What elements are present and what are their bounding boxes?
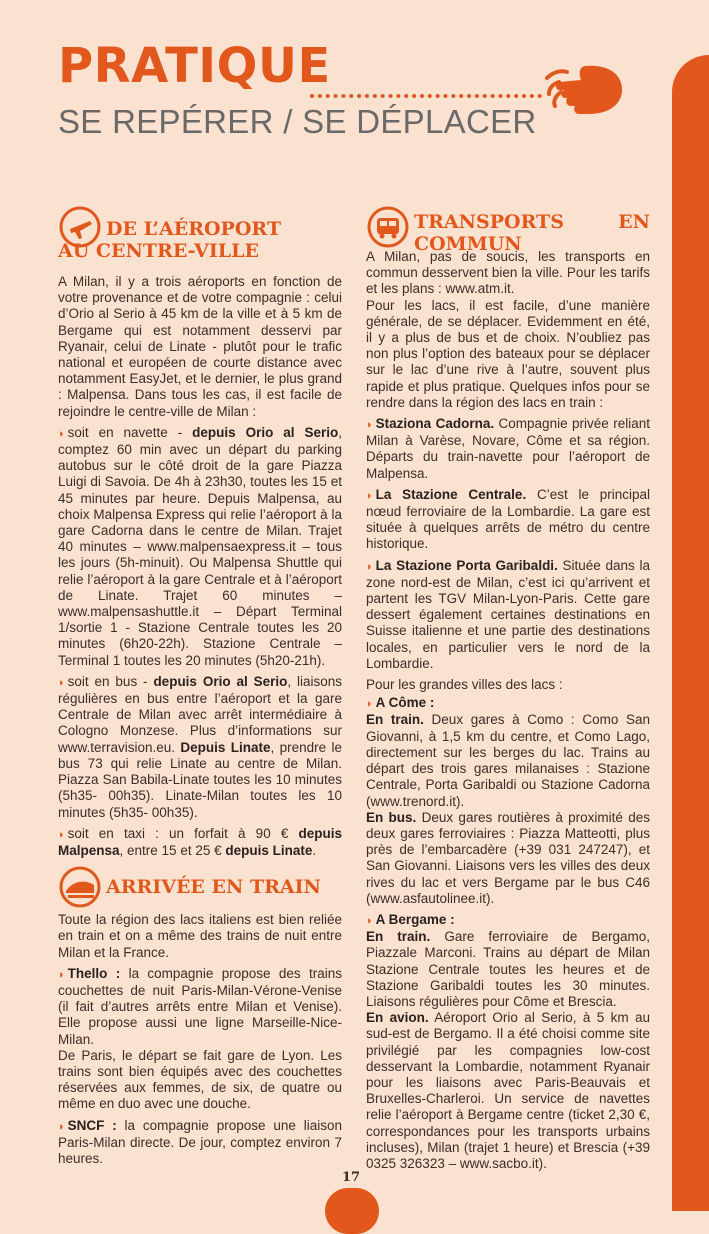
- page-subtitle: SE REPÉRER / SE DÉPLACER: [58, 103, 537, 140]
- centrale-paragraph: ◗ La Stazione Centrale. C’est le principal nœud ferroviaire de la Lombardie. La gare est située à quelques arrêts de métro du centre historique.: [366, 486, 650, 552]
- transport-section-header: [366, 205, 650, 255]
- page-number-tab: [325, 1188, 379, 1234]
- airport-title-line1: DE L’AÉROPORT: [106, 218, 281, 240]
- airport-title-line2: AU CENTRE-VILLE: [58, 240, 259, 262]
- cities-intro: Pour les grandes villes des lacs :: [366, 677, 563, 693]
- cadorna-paragraph: ◗ Staziona Cadorna. Compagnie privée reliant Milan à Varèse, Novare, Côme et sa région. Départs du train-navette pour l’aéroport de Malpensa.: [366, 416, 650, 481]
- hand-pointing-icon: [545, 58, 625, 120]
- side-tab: [672, 55, 709, 1211]
- train-section-header: [58, 865, 342, 909]
- airport-shuttle-paragraph: ◗ soit en navette - depuis Orio al Serio, comptez 60 min avec un départ du parking autobus sur le côté droit de la gare Piazza Luigi di Savoia. De 4h à 23h30, toutes les 15 et 45 minutes par heure. Depuis Malpensa, au choix Malpensa Express qui relie l’aéroport à la gare Cadorna dans le centre de Milan. Trajet 40 minutes – www.malpensaexpress.it – tous les jours (5h-minuit). Ou Malpensa Shuttle qui relie l’aéroport à la gare Centrale et à l’aéroport de Linate. Trajet 60 minutes – www.malpensashuttle.it – Départ Terminal 1/sortie 1 - Stazione Centrale toutes les 20 minutes (6h20-22h). Stazione Centrale – Terminal 1 toutes les 20 minutes (5h20-21h).: [58, 424, 342, 668]
- train-title: ARRIVÉE EN TRAIN: [106, 876, 321, 899]
- bergame-heading: ◗ A Bergame :: [366, 911, 455, 927]
- bullet-icon: ◗: [366, 489, 373, 502]
- page-number: 17: [341, 1170, 361, 1185]
- come-train-paragraph: En train. Deux gares à Como : Como San Giovanni, à 1,5 km du centre, et Como Lago, directement sur les berges du lac. Trains au départ des trois gares milanaises : Stazione Centrale, Porta Garibaldi ou Stazione Cadorna (www.trenord.it).: [366, 712, 650, 809]
- come-heading: ◗ A Côme :: [366, 695, 435, 711]
- bullet-icon: ◗: [366, 698, 373, 711]
- train-icon: [58, 865, 102, 909]
- transport-intro-2: Pour les lacs, il est facile, d’une manière générale, de se déplacer. Evidemment en été, il y a plus de bus et de choix. N’oubliez pas non plus l’option des bateaux pour se déplacer sur le lac d’une rive à l’autre, souvent plus rapide et plus pratique. Quelques infos pour se rendre dans la région des lacs en train :: [366, 297, 650, 410]
- bullet-icon: ◗: [366, 419, 373, 432]
- airport-intro: A Milan, il y a trois aéroports en fonction de votre provenance et de votre compagnie : celui d’Orio al Serio à 45 km de la ville et à 5 km de Bergame qui est notamment desservi par Ryanair, celui de Linate - plutôt pour le trafic national et européen de courte distance avec notamment EasyJet, et le dernier, le plus grand : Malpensa. Dans tous les cas, il est facile de rejoindre le centre-ville de Milan :: [58, 274, 342, 419]
- transport-intro: A Milan, pas de soucis, les transports en commun desservent bien la ville. Pour les tarifs et les plans : www.atm.it.: [366, 249, 650, 297]
- airport-bus-paragraph: ◗ soit en bus - depuis Orio al Serio, liaisons régulières en bus entre l’aéroport et la gare Centrale de Milan avec arrêt intermédiaire à Cologno Monzese. Plus d’informations sur www.terravision.eu. Depuis Linate, prendre le bus 73 qui relie Linate au centre de Milan. Piazza San Babila-Linate toutes les 10 minutes (5h35- 00h35). Linate-Milan toutes les 10 minutes (5h35- 00h35).: [58, 673, 343, 820]
- bullet-icon: ◗: [58, 1120, 65, 1133]
- bergame-train-paragraph: En train. Gare ferroviaire de Bergamo, Piazzale Marconi. Trains au départ de Milan Stazione Centrale toutes les heures et de Stazione Garibaldi toutes les 30 minutes. Liaisons régulières pour Côme et Brescia.: [366, 929, 650, 1009]
- bullet-icon: ◗: [58, 676, 65, 689]
- transport-title: TRANSPORTS EN COMMUN: [414, 211, 650, 255]
- garibaldi-paragraph: ◗ La Stazione Porta Garibaldi. Située dans la zone nord-est de Milan, c’est ici qu’arrivent et partent les TGV Milan-Lyon-Paris. Cette gare dessert également certaines destinations en Suisse italienne et une partie des destinations locales, en particulier vers le nord de la Lombardie.: [366, 557, 651, 671]
- page-title: PRATIQUE: [58, 38, 331, 94]
- thello-paragraph-2: De Paris, le départ se fait gare de Lyon. Les trains sont bien équipés avec des couchettes réservées aux femmes, de six, de quatre ou même en duo avec une douche.: [58, 1047, 342, 1112]
- left-column: [58, 205, 342, 1172]
- come-bus-paragraph: En bus. Deux gares routières à proximité des deux gares ferroviaires : Piazza Matteotti, plus près de l’embarcadère (+39 031 247247), et San Giovanni. Liaisons vers les villes des deux rives du lac et vers Bergame par le bus C46 (www.asfautolinee.it).: [366, 809, 650, 906]
- airport-taxi-paragraph: ◗ soit en taxi : un forfait à 90 € depuis Malpensa, entre 15 et 25 € depuis Linate.: [58, 825, 342, 858]
- bullet-icon: ◗: [366, 560, 373, 573]
- train-intro: Toute la région des lacs italiens est bien reliée en train et on a même des trains de nuit entre Milan et la France.: [58, 912, 342, 960]
- dotted-rule: [310, 94, 542, 98]
- bullet-icon: ◗: [366, 914, 373, 927]
- bullet-icon: ◗: [58, 828, 65, 841]
- thello-paragraph: ◗ Thello : la compagnie propose des trains couchettes de nuit Paris-Milan-Vérone-Venise (il fait d’autres arrêts entre Milan et Venise). Elle propose aussi une ligne Marseille-Nice-Milan.: [58, 965, 342, 1047]
- sncf-paragraph: ◗ SNCF : la compagnie propose une liaison Paris-Milan directe. De jour, comptez environ 7 heures.: [58, 1117, 342, 1166]
- airport-section-header: [58, 205, 342, 262]
- bergame-plane-paragraph: En avion. Aéroport Orio al Serio, à 5 km au sud-est de Bergamo. Il a été choisi comme site privilégié par les compagnies low-cost desservant la Lombardie, notamment Ryanair pour les liaisons avec Paris-Beauvais et Bruxelles-Charleroi. Un service de navettes relie l’aéroport à Bergame centre (ticket 2,30 €, correspondances pour les transports urbains incluses), Milan (trajet 1 heure) et Brescia (+39 0325 326323 – www.sacbo.it).: [366, 1010, 650, 1171]
- right-column: [366, 205, 650, 1177]
- bullet-icon: ◗: [58, 968, 65, 981]
- bus-icon: [366, 205, 410, 249]
- bullet-icon: ◗: [58, 427, 65, 440]
